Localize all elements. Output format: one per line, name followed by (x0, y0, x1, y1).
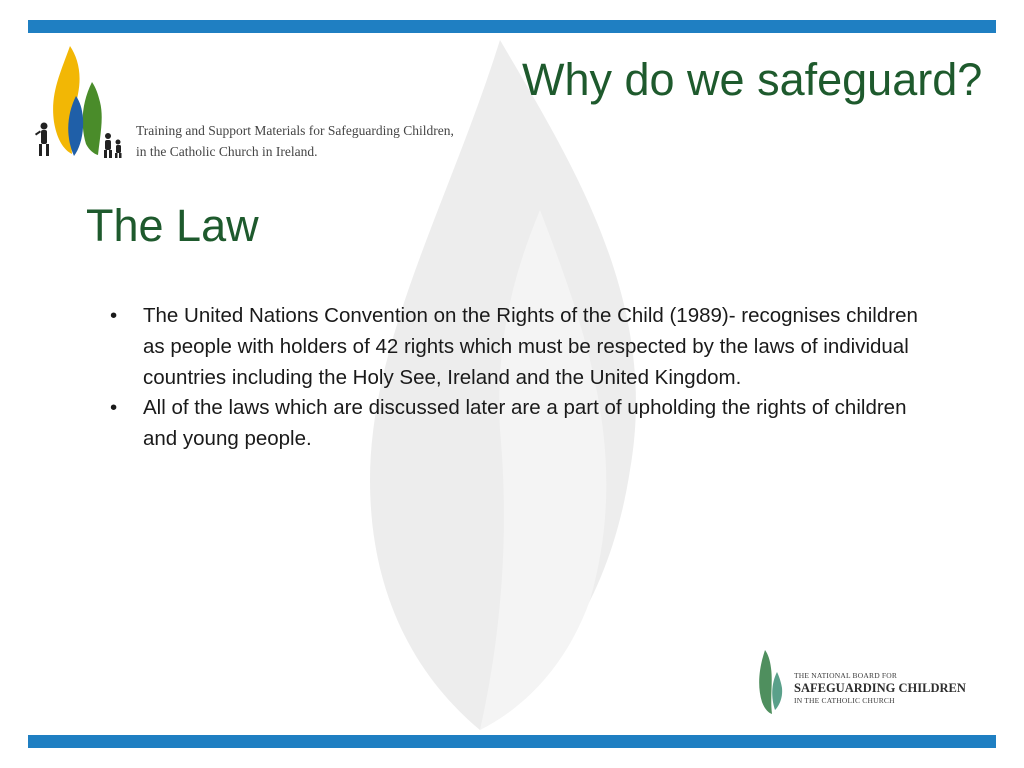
org-line1: THE NATIONAL BOARD FOR (794, 671, 898, 680)
logo-caption-line1: Training and Support Materials for Safeguarding Children, (136, 123, 454, 138)
org-line2: SAFEGUARDING CHILDREN (794, 681, 966, 695)
flame-logo-icon (757, 650, 787, 714)
list-item (110, 301, 940, 393)
nbsc-org-name (794, 670, 966, 706)
logo-caption-line2: in the Catholic Church in Ireland. (136, 144, 318, 159)
logo-caption (136, 120, 454, 162)
bullet-text: All of the laws which are discussed later are a part of upholding the rights of children and young people. (143, 396, 907, 451)
bottom-accent-bar (28, 735, 996, 748)
bullet-marker: • (110, 304, 118, 327)
section-heading: The Law (86, 200, 259, 251)
bullet-marker: • (110, 396, 118, 420)
bullet-text: The United Nations Convention on the Rights of the Child (1989)- recognises children as people with holders of 42 rights which must be respected by the laws of individual countries including the Holy See, Ireland and the United Kingdom. (143, 304, 918, 389)
flame-children-logo-icon (30, 44, 130, 160)
slide-title: Why do we safeguard? (522, 54, 983, 105)
top-accent-bar (28, 20, 996, 33)
bullet-list (110, 301, 940, 455)
list-item (110, 393, 940, 455)
org-line3: IN THE CATHOLIC CHURCH (794, 696, 895, 705)
